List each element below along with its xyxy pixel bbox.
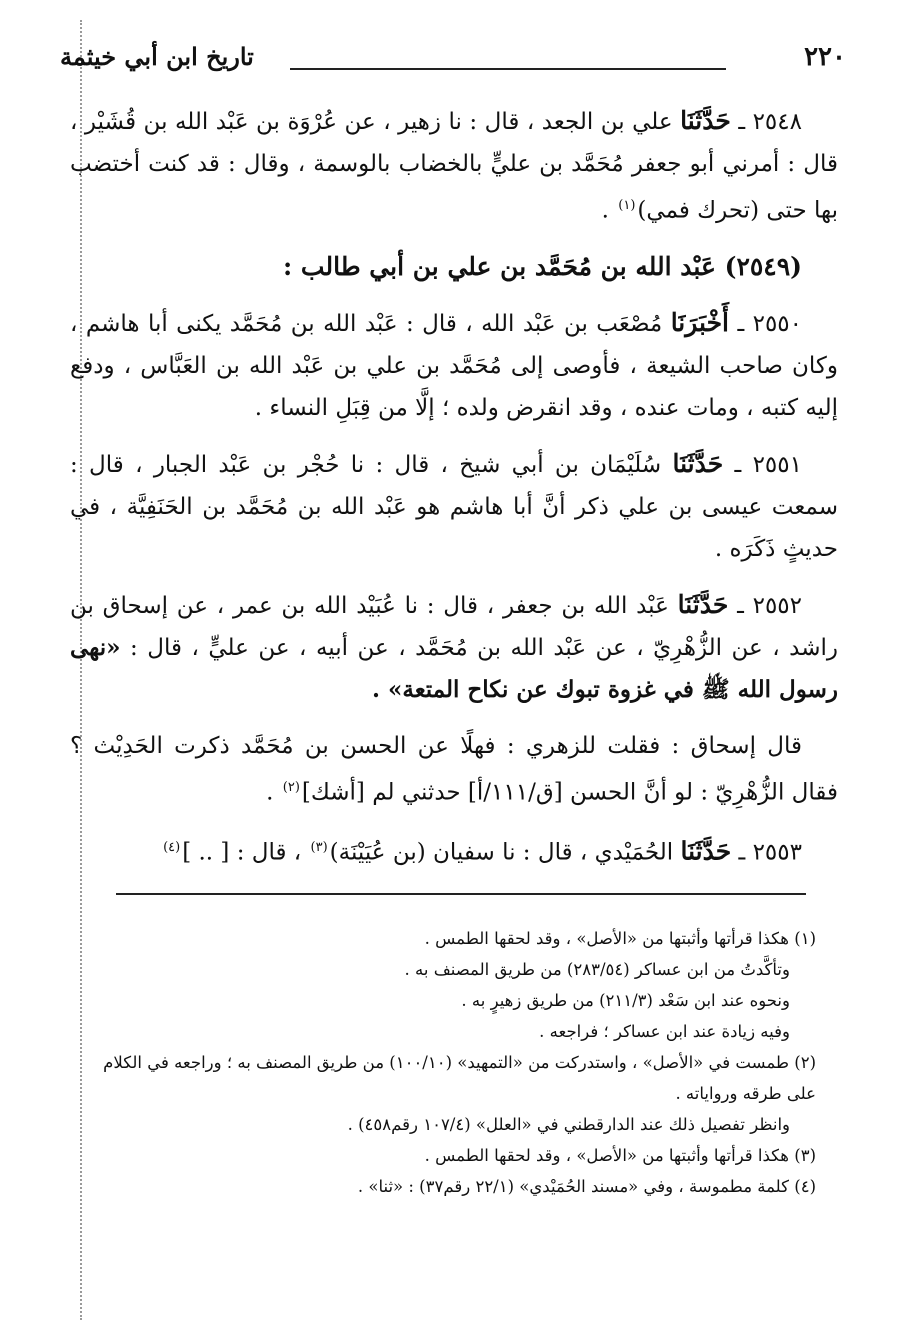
footnote-1-line: وتأكَّدتُ من ابن عساكر (٢٨٣/٥٤) من طريق المصنف به .	[404, 960, 790, 979]
footnote-marker: (١)	[618, 198, 636, 213]
entry-2548	[70, 100, 838, 232]
entry-text: مُصْعَب بن عَبْد الله ، قال : عَبْد الله بن مُحَمَّد يكنى أبا هاشم ، وكان صاحب الشيعة ، فأوصى إلى مُحَمَّد بن علي بن عَبْد الله بن العَبَّاس ، ودفع إليه كتبه ، ومات عنده ، وقد انقرض ولده ؛ إلَّا من قِبَلِ النساء .	[70, 310, 838, 421]
footnote-1-line: وفيه زيادة عند ابن عساكر ؛ فراجعه .	[539, 1022, 790, 1041]
footnote-1: (١) هكذا قرأتها وأثبتها من «الأصل» ، وقد لحقها الطمس .	[424, 929, 816, 948]
footnote-marker: (٢)	[282, 779, 300, 795]
entry-number: ٢٥٥١ ـ	[734, 451, 802, 478]
entry-2550	[70, 302, 838, 429]
entry-2553	[70, 827, 838, 874]
entry-end: .	[601, 197, 609, 224]
entry-2551	[70, 443, 838, 570]
hadith-text: «نهى رسول الله ﷺ في غزوة تبوك عن نكاح المتعة» .	[70, 633, 838, 703]
header-rule	[290, 68, 726, 70]
entry-end: .	[266, 779, 274, 806]
running-title: تاريخ ابن أبي خيثمة	[60, 42, 254, 71]
entry-number: ٢٥٥٣ ـ	[738, 839, 802, 866]
narration-keyword: حَدَّثَنَا	[680, 106, 731, 135]
page-number: ٢٢٠	[804, 42, 846, 72]
biography-heading: (٢٥٤٩) عَبْد الله بن مُحَمَّد بن علي بن أبي طالب :	[282, 251, 802, 281]
footnote-2: (٢) طمست في «الأصل» ، واستدركت من «التمهيد» (١٠٠/١٠) من طريق المصنف به ؛ وراجعه في الكلام على طرقه ورواياته .	[103, 1053, 816, 1103]
page-header	[60, 42, 846, 82]
footnote-2-line: وانظر تفصيل ذلك عند الدارقطني في «العلل» (١٠٧/٤ رقم٤٥٨) .	[347, 1115, 790, 1134]
main-text	[70, 100, 838, 888]
footnotes	[70, 923, 816, 1202]
footnote-separator	[116, 893, 806, 895]
footnote-1-line: ونحوه عند ابن سَعْد (٢١١/٣) من طريق زهيرٍ به .	[461, 991, 790, 1010]
footnote-marker: (٣)	[310, 840, 328, 856]
entry-text: عَبْد الله بن جعفر ، قال : نا عُبَيْد الله بن عمر ، عن إسحاق بن راشد ، عن الزُّهْرِيّ ، عن عَبْد الله بن مُحَمَّد ، عن أبيه ، عن عليٍّ ، قال :	[70, 592, 838, 661]
entry-text: علي بن الجعد ، قال : نا زهير ، عن عُرْوَة بن عَبْد الله بن قُشَيْر ، قال : أمرني أبو جعفر مُحَمَّد بن عليٍّ بالخضاب بالوسمة ، وقال : قد كنت أختضب بها حتى (تحرك فمي)	[70, 109, 838, 224]
entry-text-continued: ، قال : [ .. ]	[182, 839, 302, 866]
narration-keyword: أَخْبَرَنَا	[670, 307, 730, 337]
entry-number: ٢٥٤٨ ـ	[738, 109, 802, 135]
narration-keyword: حَدَّثَنَا	[672, 448, 724, 478]
footnote-marker: (٤)	[163, 840, 181, 856]
entry-text: سُلَيْمَان بن أبي شيخ ، قال : نا حُجْر بن عَبْد الجبار ، قال : سمعت عيسى بن علي ذكر أنَّ أبا هاشم هو عَبْد الله بن مُحَمَّد بن الحَنَفِيَّة ، في حديثٍ ذَكَرَه .	[70, 451, 838, 562]
footnote-3: (٣) هكذا قرأتها وأثبتها من «الأصل» ، وقد لحقها الطمس .	[424, 1146, 816, 1165]
narration-keyword: حَدَّثَنَا	[677, 589, 729, 619]
entry-text: قال إسحاق : فقلت للزهري : فهلًا عن الحسن بن مُحَمَّد ذكرت الحَدِيْث ؟ فقال الزُّهْرِيّ : لو أنَّ الحسن [ق/١١١/أ] حدثني لم [أشك]	[70, 732, 838, 806]
entry-number: ٢٥٥٠ ـ	[737, 310, 803, 337]
entry-number: ٢٥٥٢ ـ	[737, 592, 803, 619]
entry-2552	[70, 584, 838, 711]
narration-keyword: حَدَّثَنَا	[680, 836, 732, 866]
entry-2552-comment	[70, 725, 838, 814]
footnote-4: (٤) كلمة مطموسة ، وفي «مسند الحُمَيْدي» (٢٢/١ رقم٣٧) : «ثنا» .	[357, 1177, 816, 1196]
entry-text: الحُمَيْدي ، قال : نا سفيان (بن عُيَيْنَة)	[329, 839, 674, 866]
